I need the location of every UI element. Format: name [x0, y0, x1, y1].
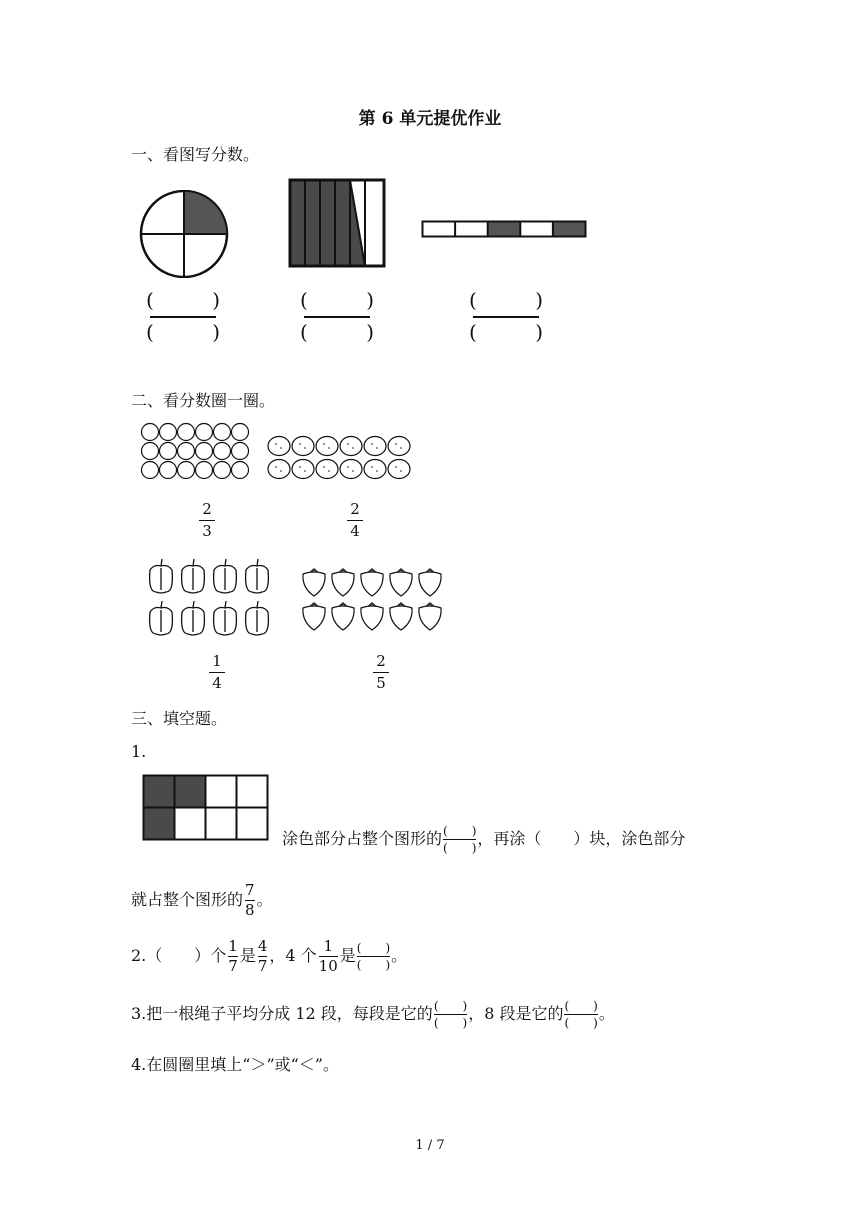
q1-blank-fraction[interactable]: ( ) ( ) — [443, 824, 477, 855]
question-1-line-2: 就占整个图形的 $\frac{7}{8}$ 。 — [131, 881, 273, 919]
fraction-2-3: 2 3 — [199, 502, 215, 539]
fraction-1-7: $\frac{1}{7}$ — [228, 937, 238, 975]
page-number: 1 / 7 — [415, 1138, 445, 1153]
oranges-group — [266, 434, 414, 482]
question-2: 2.（ ）个 $\frac{1}{7}$ 是 $\frac{4}{7}$ ，4 个 $\frac{1}{10}$ 是 ( ) ( ) 。 — [131, 937, 408, 975]
fraction-4-7: $\frac{4}{7}$ — [257, 937, 268, 975]
question-4: 4.在圆圈里填上“＞”或“＜”。 — [131, 1055, 339, 1074]
answer-blank-3[interactable]: ( ) ( ) — [469, 288, 543, 344]
strawberries-group — [300, 566, 444, 636]
fraction-7-8: $\frac{7}{8}$ — [245, 881, 255, 919]
circles-group — [140, 422, 252, 482]
fraction-2-5: 2 5 — [373, 654, 389, 691]
q2-blank-fraction[interactable]: ( ) ( ) — [356, 941, 391, 972]
section-2-heading: 二、看分数圈一圈。 — [131, 391, 276, 410]
fraction-1-10: $\frac{1}{10}$ — [318, 937, 338, 975]
square-figure — [288, 178, 386, 268]
grid-figure — [142, 774, 270, 842]
section-1-heading: 一、看图写分数。 — [131, 145, 260, 164]
answer-blank-2[interactable]: ( ) ( ) — [300, 288, 374, 344]
circle-figure — [138, 190, 230, 278]
question-3: 3.把一根绳子平均分成 12 段，每段是它的 ( ) ( ) ，8 段是它的 ( ) ( ) 。 — [131, 999, 615, 1030]
answer-blank-1[interactable]: ( ) ( ) — [146, 288, 220, 344]
strip-figure — [421, 220, 587, 238]
fraction-2-4: 2 4 — [347, 502, 363, 539]
peppers-group — [146, 556, 274, 638]
section-3-heading: 三、填空题。 — [131, 709, 228, 728]
q3-blank-fraction-1[interactable]: ( ) ( ) — [433, 999, 468, 1030]
fraction-1-4: 1 4 — [209, 654, 225, 691]
question-1-line-1: 涂色部分占整个图形的 ( ) ( ) ，再涂（ ）块，涂色部分 — [282, 824, 686, 855]
q3-blank-fraction-2[interactable]: ( ) ( ) — [564, 999, 598, 1030]
question-1-number: 1. — [131, 742, 147, 761]
page-title: 第 6 单元提优作业 — [358, 109, 502, 129]
